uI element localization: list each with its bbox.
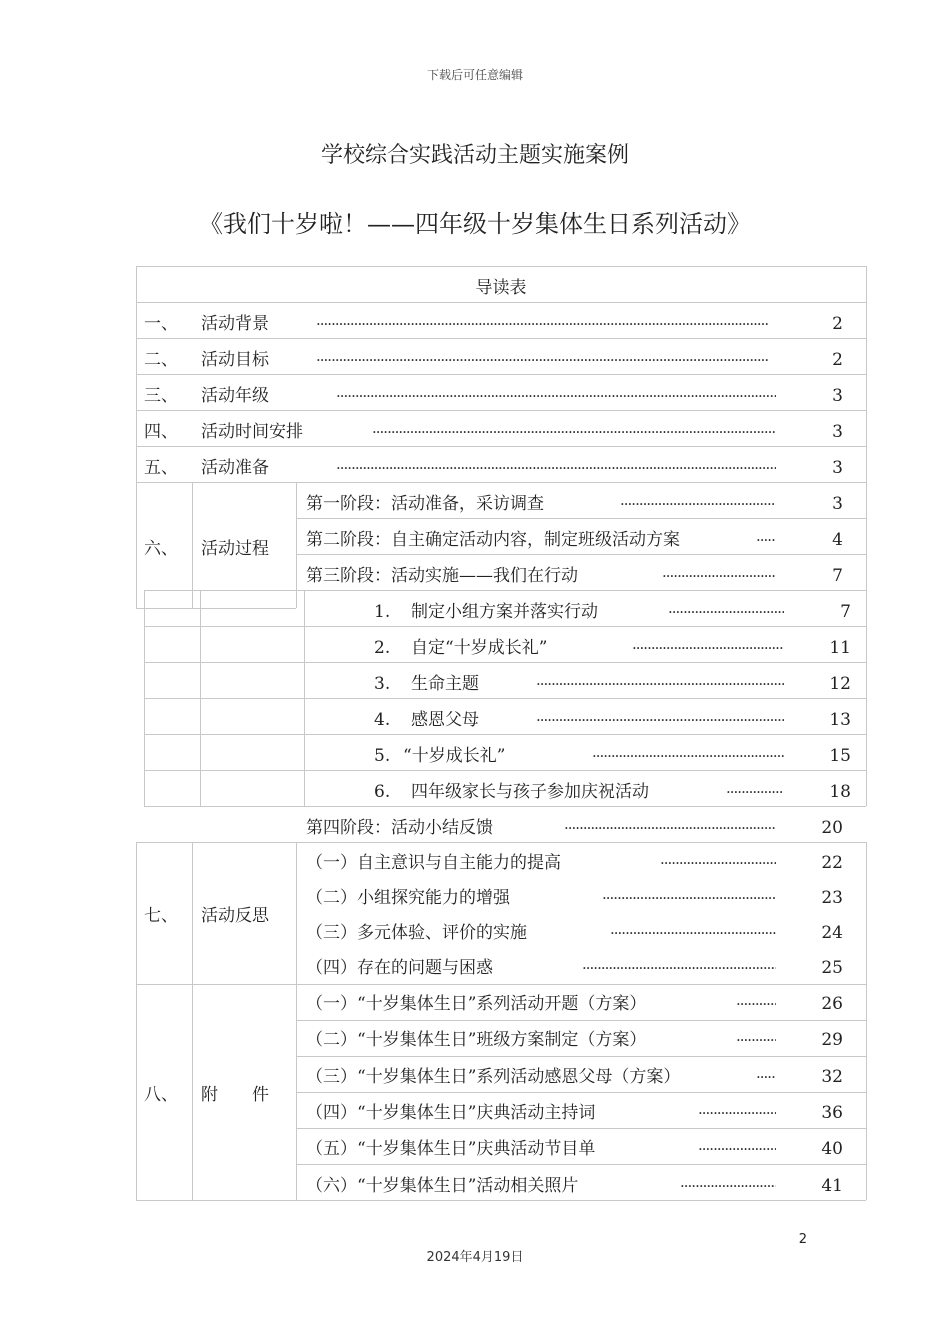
leader-dots: [662, 566, 776, 586]
toc-substep-number: 1.: [374, 602, 391, 622]
toc-heading: 导读表: [475, 278, 527, 298]
toc-stage-label: 第三阶段：活动实施——我们在行动: [306, 566, 578, 586]
leader-dots: [668, 602, 784, 622]
leader-dots: [756, 1067, 776, 1087]
toc-section-label: 活动过程: [201, 539, 269, 559]
toc-section-number: 五、: [144, 458, 178, 478]
toc-section-number: 三、: [144, 386, 178, 406]
toc-page-number: 41: [821, 1176, 843, 1196]
toc-section-label: 活动反思: [201, 906, 269, 926]
toc-page-number: 29: [821, 1030, 843, 1050]
toc-page-number: 2: [832, 350, 843, 370]
toc-item-label: （四）“十岁集体生日”庆典活动主持词: [306, 1103, 596, 1123]
toc-section-number: 八、: [144, 1085, 178, 1105]
page-number: 2: [798, 1232, 807, 1247]
toc-page-number: 32: [821, 1067, 843, 1087]
toc-substep-number: 6.: [374, 782, 391, 802]
toc-substep-number: 4.: [374, 710, 391, 730]
toc-section-label: 活动背景: [201, 314, 269, 334]
toc-item-label: （六）“十岁集体生日”活动相关照片: [306, 1176, 579, 1196]
leader-dots: [680, 1176, 776, 1196]
toc-item-label: （一）自主意识与自主能力的提高: [306, 853, 561, 873]
toc-stage-label: 第二阶段：自主确定活动内容，制定班级活动方案: [306, 530, 680, 550]
leader-dots: [336, 386, 776, 406]
toc-page-number: 7: [840, 602, 851, 622]
toc-section-label: 附 件: [201, 1085, 269, 1105]
toc-page-number: 13: [829, 710, 851, 730]
toc-section-label: 活动时间安排: [201, 422, 303, 442]
toc-section-number: 一、: [144, 314, 178, 334]
toc-section-number: 七、: [144, 906, 178, 926]
leader-dots: [564, 818, 776, 838]
leader-dots: [736, 994, 776, 1014]
leader-dots: [316, 314, 776, 334]
toc-substep-label: 自定“十岁成长礼”: [411, 638, 548, 658]
toc-page-number: 3: [832, 386, 843, 406]
toc-substep-number: 3.: [374, 674, 391, 694]
toc-page-number: 15: [829, 746, 851, 766]
toc-substep-label: “十岁成长礼”: [403, 746, 506, 766]
toc-substep-label: 生命主题: [411, 674, 479, 694]
leader-dots: [698, 1139, 776, 1159]
toc-page-number: 3: [832, 422, 843, 442]
toc-item-label: （三）多元体验、评价的实施: [306, 923, 527, 943]
leader-dots: [582, 958, 776, 978]
toc-page-number: 2: [832, 314, 843, 334]
leader-dots: [592, 746, 784, 766]
toc-page-number: 12: [829, 674, 851, 694]
toc-page-number: 11: [829, 638, 851, 658]
toc-page-number: 3: [832, 458, 843, 478]
leader-dots: [620, 494, 776, 514]
toc-stage-label: 第四阶段：活动小结反馈: [306, 818, 493, 838]
document-title: 学校综合实践活动主题实施案例: [320, 143, 629, 168]
document-subtitle: 《我们十岁啦！——四年级十岁集体生日系列活动》: [199, 210, 751, 238]
toc-page-number: 40: [821, 1139, 843, 1159]
toc-item-label: （三）“十岁集体生日”系列活动感恩父母（方案）: [306, 1067, 681, 1087]
toc-section-label: 活动年级: [201, 386, 269, 406]
toc-section-number: 四、: [144, 422, 178, 442]
header-note: 下载后可任意编辑: [426, 68, 523, 82]
toc-section-label: 活动目标: [201, 350, 269, 370]
toc-page-number: 24: [821, 923, 843, 943]
toc-stage-label: 第一阶段：活动准备，采访调查: [306, 494, 544, 514]
toc-substep-number: 5.: [374, 746, 391, 766]
toc-item-label: （二）小组探究能力的增强: [306, 888, 510, 908]
toc-substep-label: 感恩父母: [411, 710, 479, 730]
toc-page-number: 7: [832, 566, 843, 586]
leader-dots: [698, 1103, 776, 1123]
leader-dots: [372, 422, 776, 442]
toc-page-number: 20: [821, 818, 843, 838]
leader-dots: [726, 782, 784, 802]
leader-dots: [632, 638, 784, 658]
footer-date: 2024年4月19日: [426, 1250, 524, 1265]
toc-section-label: 活动准备: [201, 458, 269, 478]
leader-dots: [736, 1030, 776, 1050]
toc-substep-number: 2.: [374, 638, 391, 658]
toc-item-label: （四）存在的问题与困惑: [306, 958, 493, 978]
leader-dots: [610, 923, 776, 943]
leader-dots: [602, 888, 776, 908]
leader-dots: [660, 853, 776, 873]
toc-page-number: 3: [832, 494, 843, 514]
toc-page-number: 4: [832, 530, 843, 550]
toc-page-number: 25: [821, 958, 843, 978]
toc-item-label: （二）“十岁集体生日”班级方案制定（方案）: [306, 1030, 647, 1050]
toc-section-number: 六、: [144, 539, 178, 559]
toc-page-number: 18: [829, 782, 851, 802]
toc-item-label: （一）“十岁集体生日”系列活动开题（方案）: [306, 994, 647, 1014]
leader-dots: [336, 458, 776, 478]
leader-dots: [536, 674, 784, 694]
toc-page-number: 23: [821, 888, 843, 908]
toc-page-number: 36: [821, 1103, 843, 1123]
toc-section-number: 二、: [144, 350, 178, 370]
toc-substep-label: 四年级家长与孩子参加庆祝活动: [411, 782, 649, 802]
leader-dots: [756, 530, 776, 550]
leader-dots: [316, 350, 776, 370]
toc-page-number: 26: [821, 994, 843, 1014]
leader-dots: [536, 710, 784, 730]
toc-item-label: （五）“十岁集体生日”庆典活动节目单: [306, 1139, 596, 1159]
toc-substep-label: 制定小组方案并落实行动: [411, 602, 598, 622]
toc-page-number: 22: [821, 853, 843, 873]
